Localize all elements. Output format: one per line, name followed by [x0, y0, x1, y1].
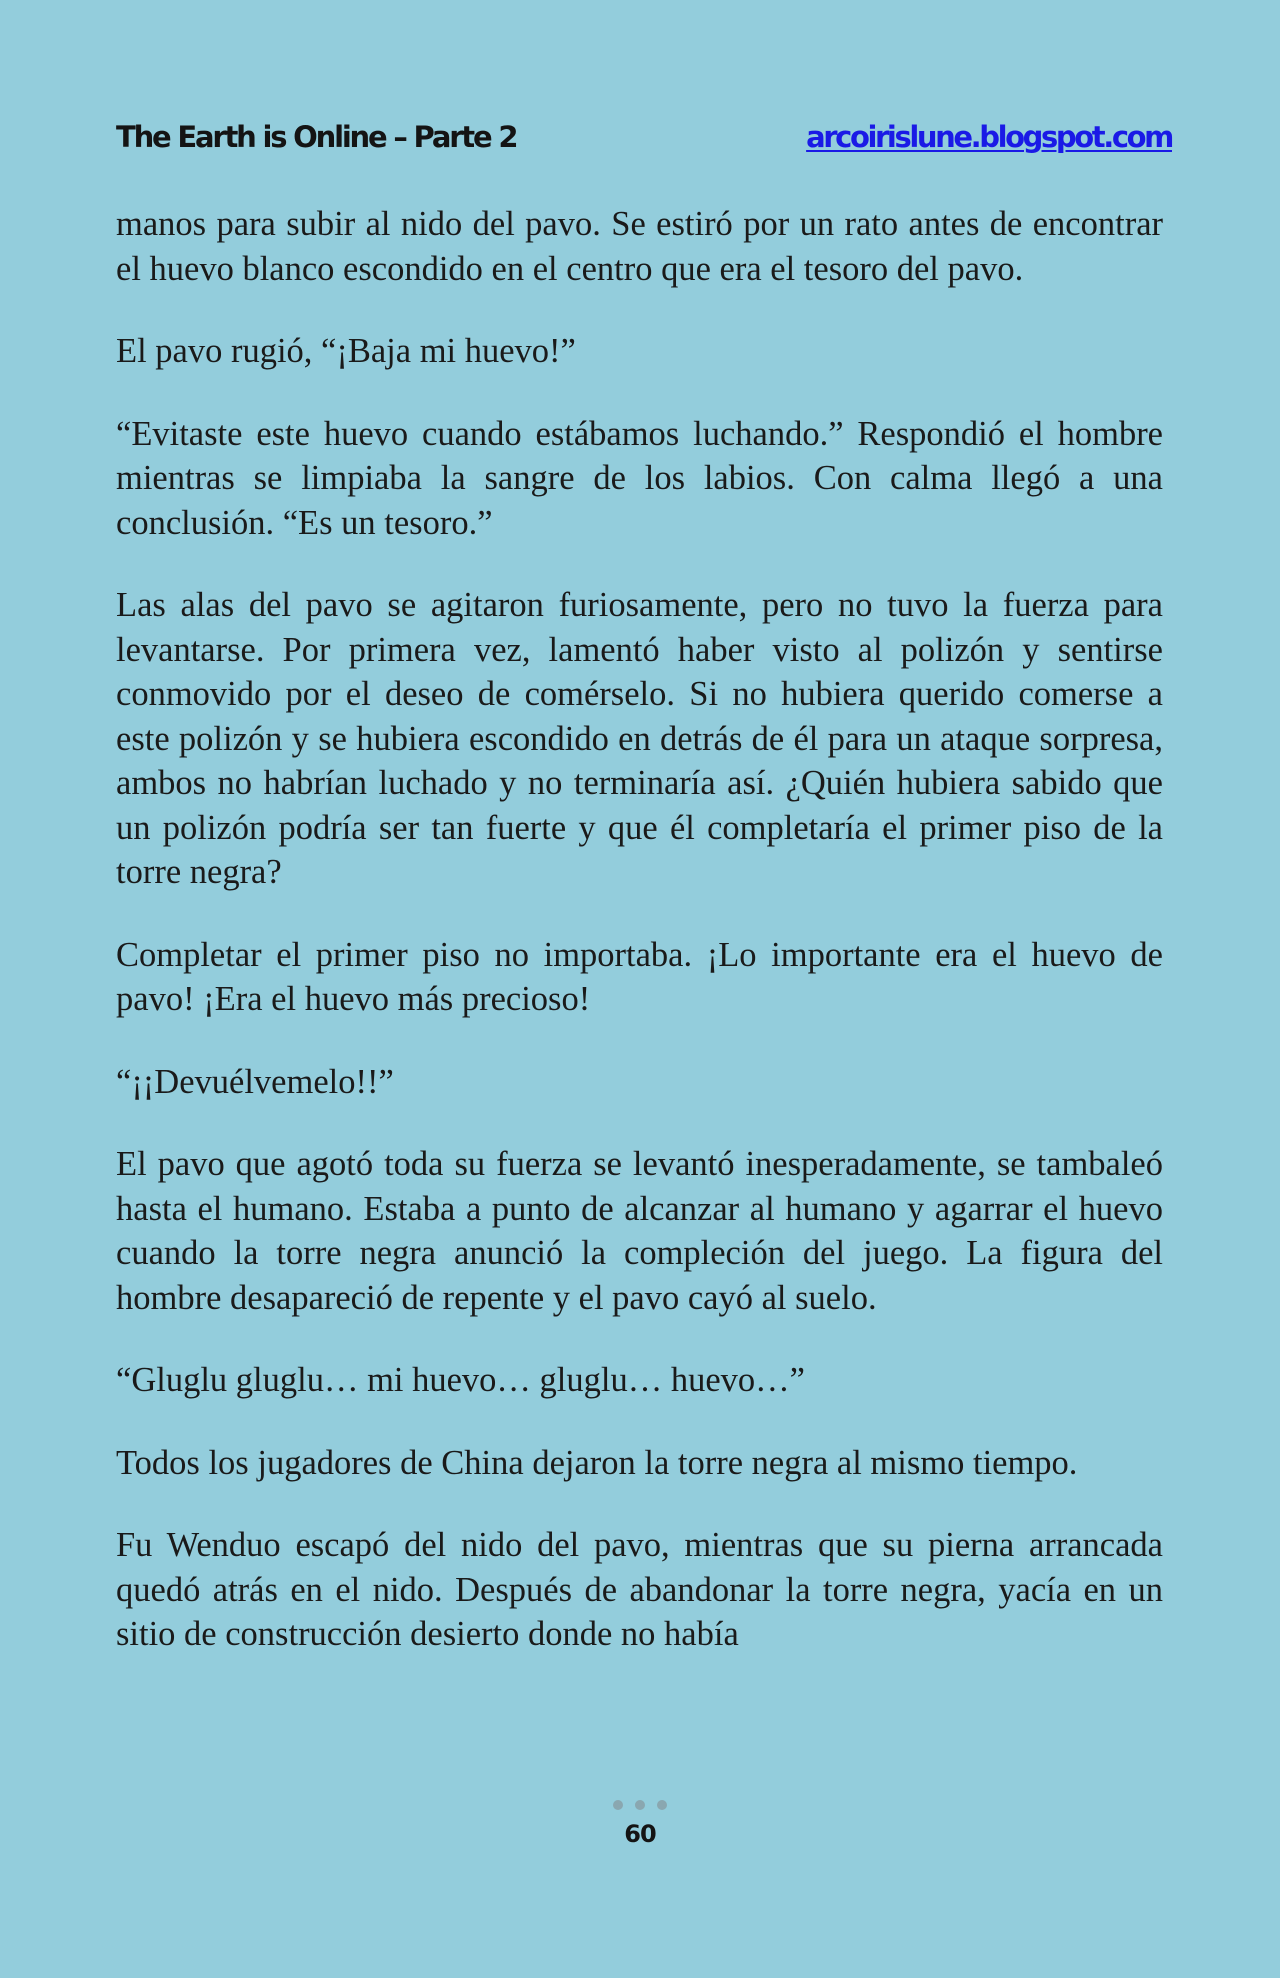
blog-link[interactable]: arcoirislune.blogspot.com: [806, 120, 1172, 154]
chapter-text: [116, 202, 1163, 1695]
paragraph: El pavo que agotó toda su fuerza se levantó inesperadamente, se tambaleó hasta el humano. Estaba a punto de alcanzar al humano y agarrar el huevo cuando la torre negra anunció la compleción del juego. La figura del hombre desapareció de repente y el pavo cayó al suelo.: [116, 1145, 1163, 1317]
paragraph: “¡¡Devuélvemelo!!”: [116, 1062, 394, 1101]
paragraph: El pavo rugió, “¡Baja mi huevo!”: [116, 332, 576, 370]
dot-icon: [657, 1800, 667, 1810]
paragraph: Completar el primer piso no importaba. ¡Lo importante era el huevo de pavo! ¡Era el huevo más precioso!: [116, 935, 1163, 1018]
page-header: [116, 120, 1172, 164]
page-footer: [0, 1800, 1280, 1848]
paragraph: Las alas del pavo se agitaron furiosamente, pero no tuvo la fuerza para levantarse. Por primera vez, lamentó haber visto al polizón y sentirse conmovido por el deseo de comérselo. Si no hubiera querido comerse a este polizón y se hubiera escondido en detrás de él para un ataque sorpresa, ambos no habrían luchado y no terminaría así. ¿Quién hubiera sabido que un polizón podría ser tan fuerte y que él completaría el primer piso de la torre negra?: [116, 586, 1163, 891]
dot-icon: [613, 1800, 623, 1810]
book-title: The Earth is Online – Parte 2: [116, 120, 517, 154]
decorative-dots-icon: [0, 1800, 1280, 1814]
dot-icon: [635, 1800, 645, 1810]
paragraph: Fu Wenduo escapó del nido del pavo, mientras que su pierna arrancada quedó atrás en el nido. Después de abandonar la torre negra, yacía en un sitio de construcción desierto donde no había: [116, 1526, 1163, 1653]
paragraph: “Evitaste este huevo cuando estábamos luchando.” Respondió el hombre mientras se limpiaba la sangre de los labios. Con calma llegó a una conclusión. “Es un tesoro.”: [116, 414, 1163, 542]
paragraph: “Gluglu gluglu… mi huevo… gluglu… huevo…”: [116, 1361, 805, 1399]
paragraph: Todos los jugadores de China dejaron la torre negra al mismo tiempo.: [116, 1443, 1078, 1482]
page-number: 60: [624, 1820, 656, 1848]
paragraph: manos para subir al nido del pavo. Se estiró por un rato antes de encontrar el huevo blanco escondido en el centro que era el tesoro del pavo.: [116, 205, 1163, 288]
